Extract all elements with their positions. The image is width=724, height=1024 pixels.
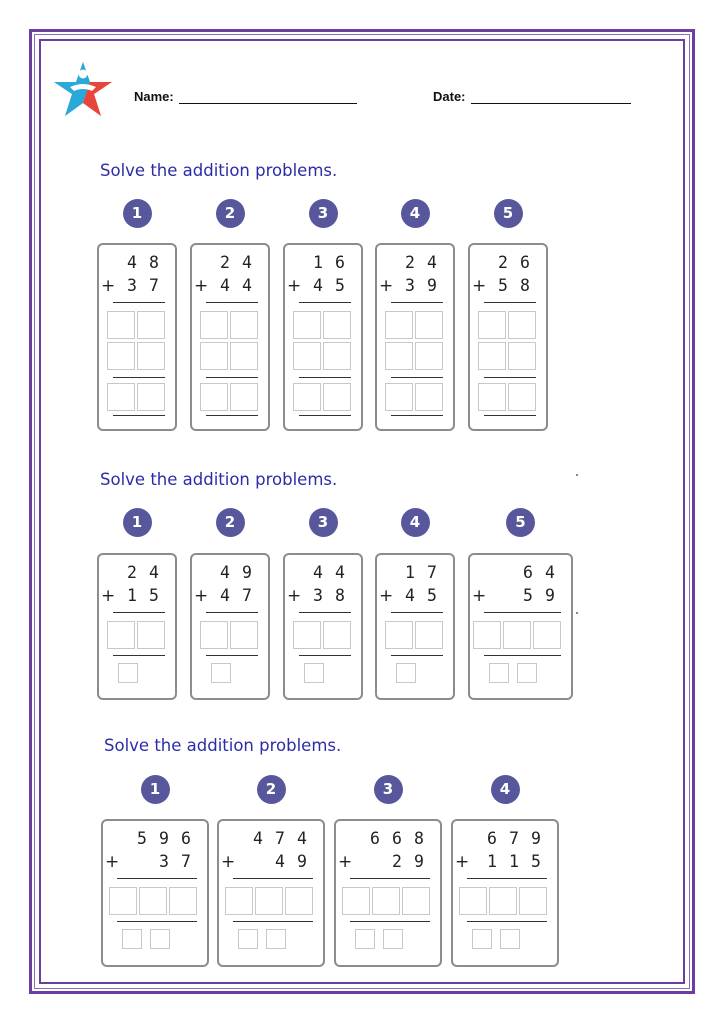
plus-sign: + [101, 276, 116, 296]
problem-number-badge: 1 [141, 775, 170, 804]
carry-answer-box[interactable] [200, 311, 228, 339]
plus-sign: + [455, 852, 470, 872]
answer-line [299, 655, 351, 656]
name-field[interactable] [134, 89, 357, 104]
addend-digit: 5 [137, 829, 147, 848]
plus-sign: + [287, 276, 302, 296]
problem-number-badge: 3 [309, 508, 338, 537]
carry-box[interactable] [118, 663, 138, 683]
plus-sign: + [105, 852, 120, 872]
addend-digit: 9 [242, 563, 252, 582]
addend-digit: 9 [531, 829, 541, 848]
answer-line [233, 921, 313, 922]
answer-line [391, 377, 443, 378]
sum-answer-box[interactable] [109, 887, 137, 915]
answer-line [467, 921, 547, 922]
date-field[interactable] [433, 89, 631, 104]
problem-number-badge: 3 [309, 199, 338, 228]
plus-sign: + [379, 276, 394, 296]
scan-speck [576, 474, 578, 476]
answer-line [299, 415, 351, 416]
carry-box[interactable] [150, 929, 170, 949]
addend-digit: 5 [498, 276, 508, 295]
sum-answer-box[interactable] [385, 621, 413, 649]
addend-digit: 4 [297, 829, 307, 848]
carry-answer-box[interactable] [200, 342, 228, 370]
carry-answer-box[interactable] [107, 311, 135, 339]
carry-answer-box[interactable] [230, 342, 258, 370]
sum-answer-box[interactable] [342, 887, 370, 915]
problem-number-badge: 4 [401, 508, 430, 537]
addend-digit: 2 [498, 253, 508, 272]
sum-answer-box[interactable] [137, 621, 165, 649]
addend-digit: 4 [242, 253, 252, 272]
carry-box[interactable] [211, 663, 231, 683]
addend-digit: 9 [297, 852, 307, 871]
addend-digit: 4 [220, 563, 230, 582]
carry-answer-box[interactable] [478, 342, 506, 370]
section-title: Solve the addition problems. [104, 736, 342, 755]
addend-digit: 2 [392, 852, 402, 871]
sum-answer-box[interactable] [459, 887, 487, 915]
addend-digit: 2 [405, 253, 415, 272]
carry-answer-box[interactable] [230, 311, 258, 339]
addend-digit: 5 [335, 276, 345, 295]
answer-line [484, 415, 536, 416]
sum-answer-box[interactable] [372, 887, 400, 915]
sum-answer-box[interactable] [225, 887, 253, 915]
sum-answer-box[interactable] [402, 887, 430, 915]
sum-answer-box[interactable] [230, 383, 258, 411]
answer-line [206, 302, 258, 303]
answer-line [391, 612, 443, 613]
carry-box[interactable] [517, 663, 537, 683]
carry-box[interactable] [383, 929, 403, 949]
answer-line [350, 878, 430, 879]
carry-box[interactable] [396, 663, 416, 683]
addend-digit: 4 [313, 276, 323, 295]
sum-answer-box[interactable] [230, 621, 258, 649]
addend-digit: 4 [253, 829, 263, 848]
addend-digit: 7 [509, 829, 519, 848]
addend-digit: 5 [523, 586, 533, 605]
plus-sign: + [287, 586, 302, 606]
addend-digit: 3 [405, 276, 415, 295]
carry-answer-box[interactable] [508, 311, 536, 339]
sum-answer-box[interactable] [107, 621, 135, 649]
addend-digit: 2 [127, 563, 137, 582]
addend-digit: 7 [181, 852, 191, 871]
addend-digit: 2 [220, 253, 230, 272]
carry-answer-box[interactable] [508, 342, 536, 370]
carry-answer-box[interactable] [137, 342, 165, 370]
carry-answer-box[interactable] [323, 342, 351, 370]
answer-line [391, 415, 443, 416]
answer-line [484, 302, 536, 303]
addend-digit: 4 [427, 253, 437, 272]
answer-line [467, 878, 547, 879]
addend-digit: 6 [487, 829, 497, 848]
answer-line [484, 377, 536, 378]
answer-line [391, 655, 443, 656]
addend-digit: 4 [149, 563, 159, 582]
addend-digit: 3 [159, 852, 169, 871]
answer-line [484, 655, 561, 656]
addend-digit: 7 [427, 563, 437, 582]
carry-answer-box[interactable] [385, 342, 413, 370]
problem-number-badge: 1 [123, 199, 152, 228]
addend-digit: 5 [149, 586, 159, 605]
addend-digit: 7 [242, 586, 252, 605]
date-label: Date: [433, 89, 466, 104]
sum-answer-box[interactable] [139, 887, 167, 915]
addend-digit: 4 [242, 276, 252, 295]
addend-digit: 1 [313, 253, 323, 272]
addend-digit: 6 [520, 253, 530, 272]
plus-sign: + [101, 586, 116, 606]
plus-sign: + [379, 586, 394, 606]
addend-digit: 4 [127, 253, 137, 272]
section-title: Solve the addition problems. [100, 470, 338, 489]
sum-answer-box[interactable] [489, 887, 517, 915]
addend-digit: 6 [392, 829, 402, 848]
sum-answer-box[interactable] [255, 887, 283, 915]
plus-sign: + [194, 586, 209, 606]
addend-digit: 1 [487, 852, 497, 871]
carry-box[interactable] [472, 929, 492, 949]
addend-digit: 6 [370, 829, 380, 848]
addend-digit: 9 [159, 829, 169, 848]
answer-line [206, 415, 258, 416]
problem-number-badge: 3 [374, 775, 403, 804]
addend-digit: 5 [531, 852, 541, 871]
section-title: Solve the addition problems. [100, 161, 338, 180]
carry-answer-box[interactable] [478, 311, 506, 339]
answer-line [113, 612, 165, 613]
addend-digit: 8 [335, 586, 345, 605]
addend-digit: 6 [335, 253, 345, 272]
sum-answer-box[interactable] [519, 887, 547, 915]
addend-digit: 4 [405, 586, 415, 605]
answer-line [113, 302, 165, 303]
addend-digit: 1 [509, 852, 519, 871]
answer-line [391, 302, 443, 303]
answer-line [299, 377, 351, 378]
addend-digit: 9 [545, 586, 555, 605]
addend-digit: 4 [545, 563, 555, 582]
addend-digit: 8 [520, 276, 530, 295]
addend-digit: 8 [414, 829, 424, 848]
sum-answer-box[interactable] [323, 621, 351, 649]
carry-box[interactable] [489, 663, 509, 683]
addend-digit: 3 [313, 586, 323, 605]
sum-answer-box[interactable] [200, 383, 228, 411]
plus-sign: + [221, 852, 236, 872]
answer-line [206, 377, 258, 378]
sum-answer-box[interactable] [137, 383, 165, 411]
answer-line [113, 415, 165, 416]
addend-digit: 6 [181, 829, 191, 848]
sum-answer-box[interactable] [323, 383, 351, 411]
sum-answer-box[interactable] [415, 383, 443, 411]
answer-line [233, 878, 313, 879]
answer-line [113, 377, 165, 378]
addend-digit: 3 [127, 276, 137, 295]
carry-box[interactable] [266, 929, 286, 949]
addend-digit: 4 [220, 586, 230, 605]
addend-digit: 7 [275, 829, 285, 848]
answer-line [299, 612, 351, 613]
date-blank-line[interactable] [471, 91, 631, 104]
answer-line [484, 612, 561, 613]
addend-digit: 7 [149, 276, 159, 295]
sum-answer-box[interactable] [293, 383, 321, 411]
problem-number-badge: 4 [401, 199, 430, 228]
sum-answer-box[interactable] [478, 383, 506, 411]
plus-sign: + [194, 276, 209, 296]
sum-answer-box[interactable] [385, 383, 413, 411]
problem-number-badge: 2 [216, 199, 245, 228]
carry-answer-box[interactable] [415, 342, 443, 370]
carry-box[interactable] [355, 929, 375, 949]
answer-line [299, 302, 351, 303]
problem-number-badge: 1 [123, 508, 152, 537]
carry-answer-box[interactable] [293, 342, 321, 370]
problem-number-badge: 2 [216, 508, 245, 537]
addend-digit: 9 [414, 852, 424, 871]
plus-sign: + [338, 852, 353, 872]
answer-line [117, 921, 197, 922]
name-label: Name: [134, 89, 174, 104]
sum-answer-box[interactable] [285, 887, 313, 915]
addend-digit: 8 [149, 253, 159, 272]
carry-box[interactable] [304, 663, 324, 683]
addend-digit: 6 [523, 563, 533, 582]
carry-box[interactable] [500, 929, 520, 949]
problem-number-badge: 4 [491, 775, 520, 804]
carry-box[interactable] [122, 929, 142, 949]
carry-answer-box[interactable] [323, 311, 351, 339]
problem-number-badge: 5 [494, 199, 523, 228]
sum-answer-box[interactable] [200, 621, 228, 649]
sum-answer-box[interactable] [508, 383, 536, 411]
plus-sign: + [472, 276, 487, 296]
addend-digit: 4 [220, 276, 230, 295]
carry-answer-box[interactable] [293, 311, 321, 339]
addend-digit: 9 [427, 276, 437, 295]
sum-answer-box[interactable] [473, 621, 501, 649]
sum-answer-box[interactable] [107, 383, 135, 411]
answer-line [206, 612, 258, 613]
addend-digit: 5 [427, 586, 437, 605]
addend-digit: 4 [335, 563, 345, 582]
addend-digit: 1 [405, 563, 415, 582]
problem-number-badge: 5 [506, 508, 535, 537]
plus-sign: + [472, 586, 487, 606]
star-person-logo-icon [52, 60, 114, 124]
sum-answer-box[interactable] [415, 621, 443, 649]
carry-box[interactable] [238, 929, 258, 949]
sum-answer-box[interactable] [503, 621, 531, 649]
problem-number-badge: 2 [257, 775, 286, 804]
answer-line [113, 655, 165, 656]
answer-line [350, 921, 430, 922]
scan-speck [576, 612, 578, 614]
answer-line [206, 655, 258, 656]
carry-answer-box[interactable] [137, 311, 165, 339]
name-blank-line[interactable] [179, 91, 357, 104]
answer-line [117, 878, 197, 879]
sum-answer-box[interactable] [169, 887, 197, 915]
carry-answer-box[interactable] [107, 342, 135, 370]
addend-digit: 1 [127, 586, 137, 605]
addend-digit: 4 [275, 852, 285, 871]
sum-answer-box[interactable] [533, 621, 561, 649]
sum-answer-box[interactable] [293, 621, 321, 649]
carry-answer-box[interactable] [415, 311, 443, 339]
addend-digit: 4 [313, 563, 323, 582]
carry-answer-box[interactable] [385, 311, 413, 339]
